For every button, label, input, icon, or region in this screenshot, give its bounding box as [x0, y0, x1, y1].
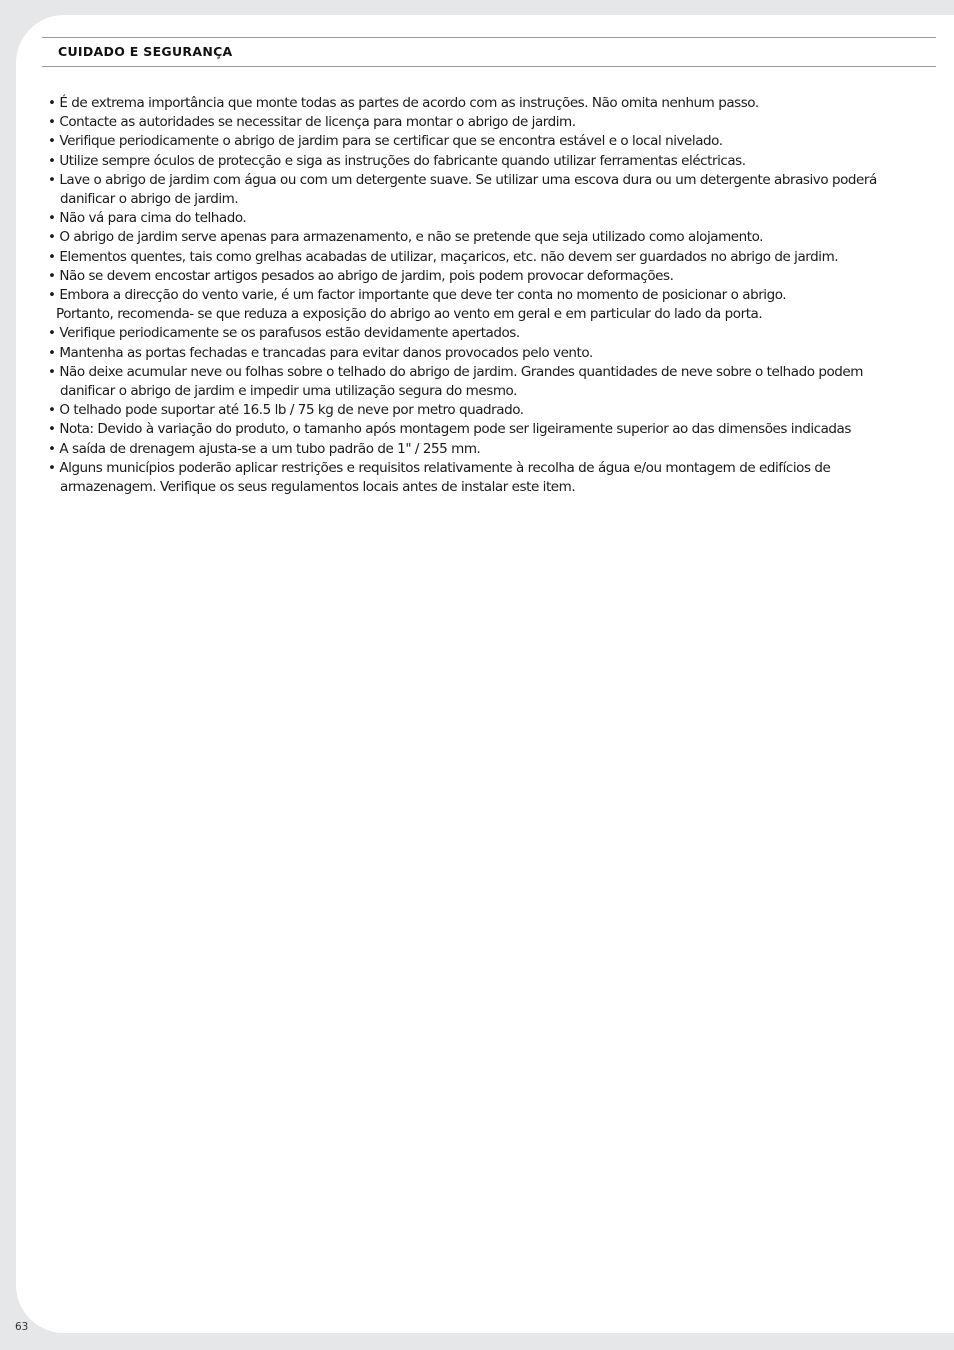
list-item-text: • A saída de drenagem ajusta-se a um tubo padrão de 1" / 255 mm.	[48, 440, 481, 457]
list-item-text: • Embora a direcção do vento varie, é um factor importante que deve ter conta no momento de posicionar o abrigo.	[48, 287, 787, 304]
list-item-text: • É de extrema importância que monte todas as partes de acordo com as instruções. Não omita nenhum passo.	[48, 95, 759, 111]
list-item-text: • Contacte as autoridades se necessitar de licença para montar o abrigo de jardim.	[48, 114, 576, 131]
list-item	[48, 94, 904, 113]
list-item-text-continued: armazenagem. Verifique os seus regulamentos locais antes de instalar este item.	[60, 479, 576, 496]
list-item	[48, 267, 904, 286]
list-item	[48, 152, 904, 171]
section-title: CUIDADO E SEGURANÇA	[58, 44, 233, 59]
list-item-text: • O telhado pode suportar até 16.5 lb / 75 kg de neve por metro quadrado.	[48, 402, 524, 419]
list-item	[48, 324, 904, 343]
list-item-text: • Elementos quentes, tais como grelhas acabadas de utilizar, maçaricos, etc. não devem ser guardados no abrigo de jardim.	[48, 248, 839, 265]
list-item	[48, 228, 904, 247]
list-item	[48, 459, 904, 497]
list-item-text: • Verifique periodicamente o abrigo de jardim para se certificar que se encontra estável e o local nivelado.	[48, 133, 723, 150]
list-item	[48, 248, 904, 267]
list-item	[48, 401, 904, 420]
safety-bullet-list	[48, 94, 904, 497]
list-item-text: • Lave o abrigo de jardim com água ou com um detergente suave. Se utilizar uma escova dura ou um detergente abrasivo poderá	[48, 171, 877, 188]
list-item-text: • Verifique periodicamente se os parafusos estão devidamente apertados.	[48, 325, 520, 342]
list-item-text-continued: Portanto, recomenda- se que reduza a exposição do abrigo ao vento em geral e em particular do lado da porta.	[56, 306, 763, 323]
list-item	[48, 363, 904, 401]
list-item-text: • Nota: Devido à variação do produto, o tamanho após montagem pode ser ligeiramente superior ao das dimensões indicadas	[48, 421, 851, 438]
list-item-text: • Não deixe acumular neve ou folhas sobre o telhado do abrigo de jardim. Grandes quantidades de neve sobre o telhado podem	[48, 363, 863, 380]
list-item	[48, 209, 904, 228]
list-item	[48, 420, 904, 439]
list-item-text-continued: danificar o abrigo de jardim.	[60, 191, 239, 208]
list-item-text: • Utilize sempre óculos de protecção e siga as instruções do fabricante quando utilizar ferramentas eléctricas.	[48, 152, 746, 169]
list-item-text: • O abrigo de jardim serve apenas para armazenamento, e não se pretende que seja utilizado como alojamento.	[48, 229, 763, 246]
list-item	[48, 344, 904, 363]
page-number: 63	[15, 1321, 29, 1333]
list-item-text: • Não vá para cima do telhado.	[48, 210, 247, 227]
list-item	[48, 440, 904, 459]
list-item-text-continued: danificar o abrigo de jardim e impedir uma utilização segura do mesmo.	[60, 383, 517, 400]
list-item-text: • Mantenha as portas fechadas e trancadas para evitar danos provocados pelo vento.	[48, 344, 593, 361]
list-item	[48, 171, 904, 209]
section-header	[42, 37, 936, 67]
list-item	[48, 286, 904, 324]
list-item-text: • Não se devem encostar artigos pesados ao abrigo de jardim, pois podem provocar deformações.	[48, 267, 674, 284]
list-item	[48, 113, 904, 132]
list-item	[48, 132, 904, 151]
list-item-text: • Alguns municípios poderão aplicar restrições e requisitos relativamente à recolha de água e/ou montagem de edifícios de	[48, 459, 831, 476]
